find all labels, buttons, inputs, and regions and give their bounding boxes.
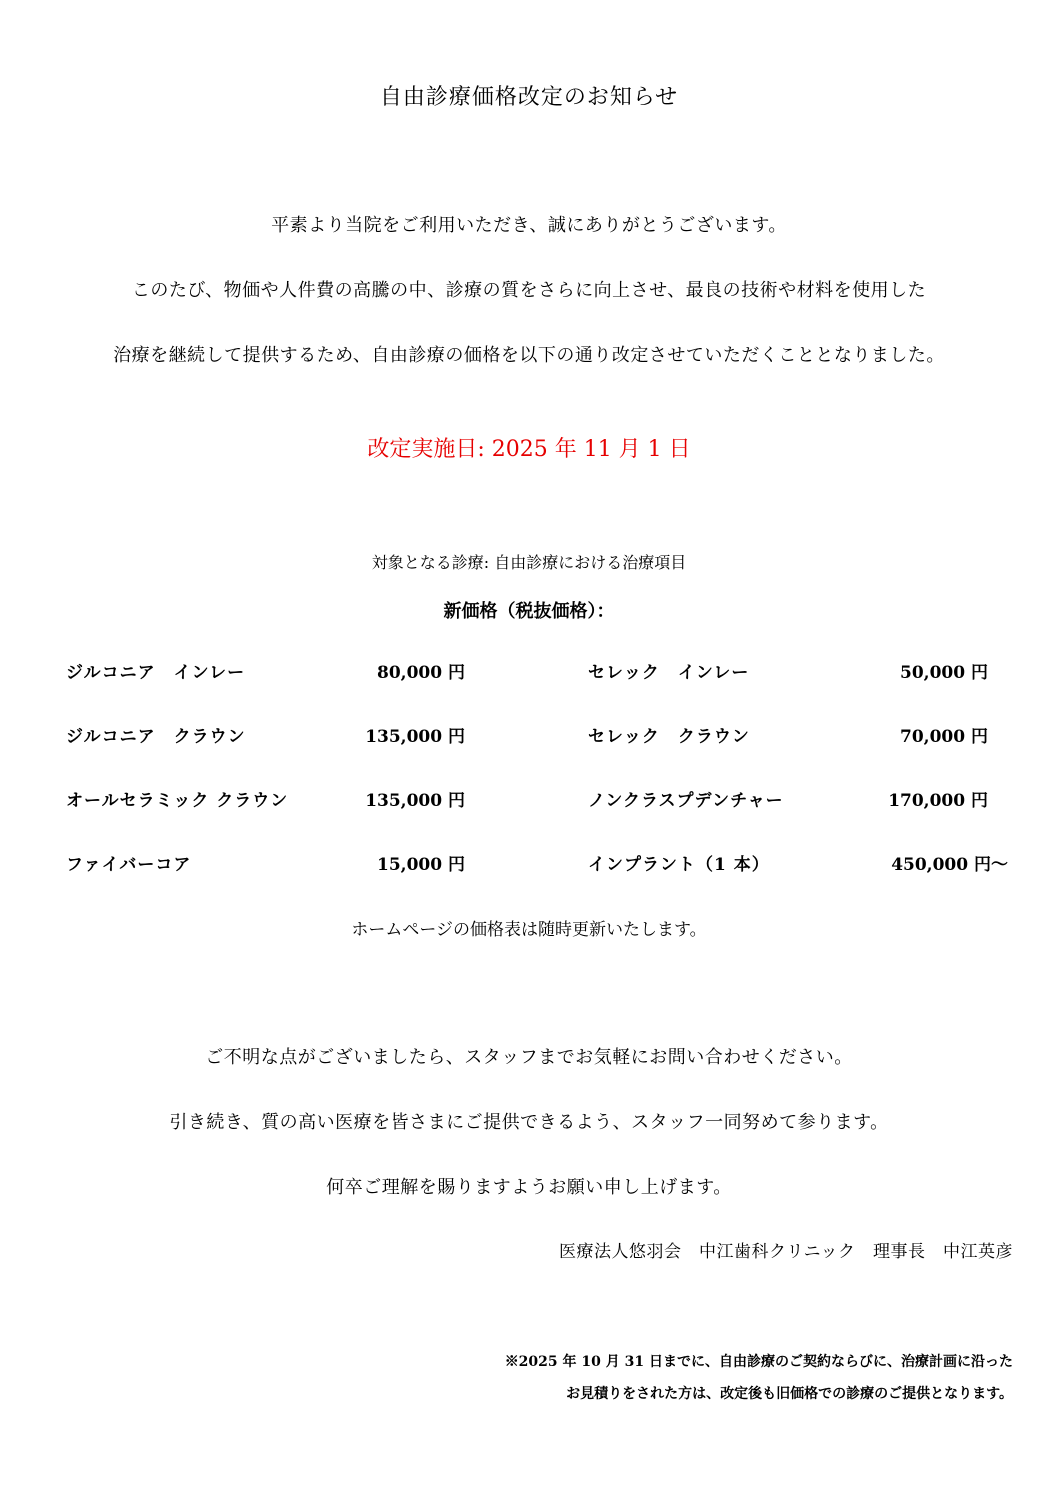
footnote-line-2: お見積りをされた方は、改定後も旧価格での診療のご提供となります。 xyxy=(566,1386,1013,1402)
item-price: 50,000 円 xyxy=(900,663,988,683)
contact-text: ご不明な点がございましたら、スタッフまでお気軽にお問い合わせください。 xyxy=(205,1047,853,1068)
continue-text: 引き続き、質の高い医療を皆さまにご提供できるよう、スタッフ一同努めて参ります。 xyxy=(169,1112,889,1133)
footnote-line-1: ※2025 年 10 月 31 日までに、自由診療のご契約ならびに、治療計画に沿った xyxy=(504,1354,1013,1370)
item-name: ノンクラスプデンチャー xyxy=(588,791,784,811)
item-price: 70,000 円 xyxy=(900,727,988,747)
reason-text-line-1: このたび、物価や人件費の高騰の中、診療の質をさらに向上させ、最良の技術や材料を使用した xyxy=(131,280,927,301)
homepage-note: ホームページの価格表は随時更新いたします。 xyxy=(351,920,707,940)
price-row xyxy=(0,722,1058,762)
effective-date: 改定実施日: 2025 年 11 月 1 日 xyxy=(367,437,691,462)
price-row xyxy=(0,658,1058,698)
price-table xyxy=(0,650,1058,890)
item-price: 170,000 円 xyxy=(888,791,988,811)
price-row xyxy=(0,850,1058,890)
item-name: セレック インレー xyxy=(588,663,750,683)
request-text: 何卒ご理解を賜りますようお願い申し上げます。 xyxy=(326,1177,732,1198)
item-price: 450,000 円～ xyxy=(891,855,1008,875)
item-price: 15,000 円 xyxy=(377,855,465,875)
signature: 医療法人悠羽会 中江歯科クリニック 理事長 中江英彦 xyxy=(559,1242,1013,1262)
reason-text-line-2: 治療を継続して提供するため、自由診療の価格を以下の通り改定させていただくこととなりました。 xyxy=(113,345,945,366)
new-price-heading: 新価格（税抜価格）： xyxy=(443,601,615,622)
scope-text: 対象となる診療: 自由診療における治療項目 xyxy=(371,553,687,572)
item-name: インプラント（1 本） xyxy=(588,855,770,875)
item-name: ジルコニア クラウン xyxy=(66,727,246,747)
item-name: セレック クラウン xyxy=(588,727,750,747)
greeting-text: 平素より当院をご利用いただき、誠にありがとうございます。 xyxy=(271,215,787,236)
price-row xyxy=(0,786,1058,826)
item-name: ジルコニア インレー xyxy=(66,663,246,683)
item-price: 135,000 円 xyxy=(365,727,465,747)
item-name: オールセラミック クラウン xyxy=(66,791,289,811)
item-name: ファイバーコア xyxy=(66,855,192,875)
item-price: 80,000 円 xyxy=(377,663,465,683)
item-price: 135,000 円 xyxy=(365,791,465,811)
page-title: 自由診療価格改定のお知らせ xyxy=(379,85,679,110)
